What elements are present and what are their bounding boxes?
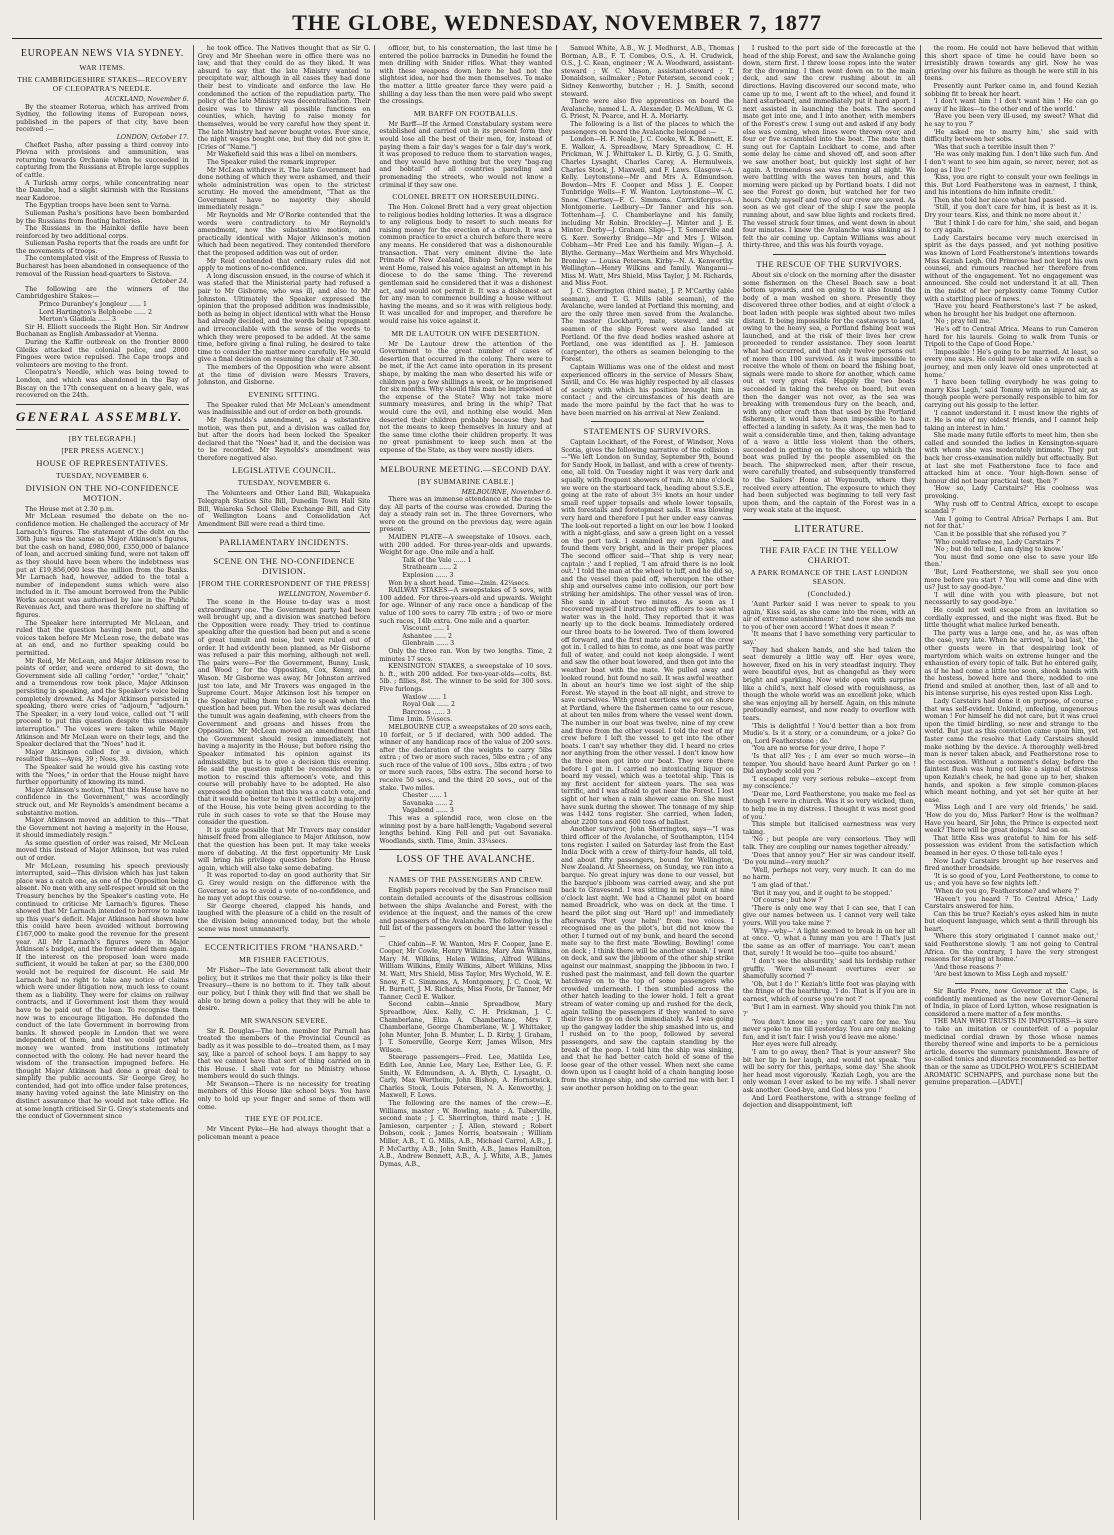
paragraph: She made many futile efforts to meet him, then she called and sounded the ladies in Kensington-square with whom she was moderately intimate. They put back her cross-examination mildly but effectually. But at last she met Featherstone face to face and attacked him at once. 'Your high-flown sense of honour did not bear practical test, then ?' <box>924 432 1099 485</box>
paragraph: The Speaker ruled that Mr McLean's amendment was inadmissible and out of order on both grounds. <box>197 401 371 417</box>
subhead-correspondent: [FROM THE CORRESPONDENT OF THE PRESS] <box>198 579 370 589</box>
subhead-names: NAMES OF THE PASSENGERS AND CREW. <box>388 875 544 885</box>
paragraph: English papers received by the San Francisco mail contain detailed accounts of the disastrous collision between the ships Avalanche and Forest, with the evidence at the inquest, and the names of the crew and passengers of the Avalanche. The following is the full list of the passengers on board the latter vessel :— <box>379 887 553 940</box>
paragraph: The House met at 2.30 p.m. <box>25 505 114 513</box>
paragraph: the room. He could not have believed that within this short space of time he could have been so irresistibly drawn towards any girl. Now he was grieving over his failure as though he were still in his teens. <box>924 45 1099 83</box>
subhead-evening-sitting: EVENING SITTING. <box>248 389 320 399</box>
subhead-house-of-reps: HOUSE OF REPRESENTATIVES. <box>36 457 169 468</box>
subhead-police: THE EYE OF POLICE. <box>245 1114 323 1124</box>
paragraph: 'I am glad of that.' <box>751 882 811 889</box>
paragraph: Major Atkinson's motion, "That this House have no confidence in the Government," was accordingly struck out, and Mr Reynolds's amendment became a substantive motion. <box>16 786 189 817</box>
headline-european-news: EUROPEAN NEWS VIA SYDNEY. <box>20 48 184 59</box>
paragraph: 'But, Lord Featherstone, we shall see you once more before you start ? You will come and dine with us? Just to say good-bye.' <box>924 568 1099 592</box>
paragraph: 'Haven't you heard ? To Central Africa,' Lady Carstairs answered for him. <box>924 895 1099 911</box>
paragraph: The scene in the House to-day was a most extraordinary one. The Government party had been well brought up, and a division was snatched before the Opposition were ready. They tried to continue speaking after the question had been put and a scene of great tumult and noise, but were ruled out of order. It had evidently been planned, as Mr Gisborne was refused a pair this morning, although not well. The pairs were—For the Government, Bunny, Lusk, and Wood ; for the Opposition, Cox, Kenny, and Wason. Mr Gisborne was away, Mr Johnston arrived just too late, and Mr Travers was engaged in the Supreme Court. Major Atkinson lost his temper on the Speaker ruling them too late to speak when the question had been put. When the result was declared the tumult was again deafening, with cheers from the Government and groans and hisses from the Opposition. Mr McLean moved an amendment that the Government should resign immediately, not having a majority in the House, but before rising the Speaker intimated his opinion against its admissibility, but is to give a decision this evening. He said the question might be reconsidered by a motion to rescind this afternoon's vote, and this course will probably have to be adopted. He also expressed the opinion that this was a catch vote, and that it would be better to have it settled by a majority of the House, his vote being given according to the rule in such cases to vote so that the House may consider the question. <box>197 599 371 827</box>
paragraph: By the steamer Rotorua, which has arrived from Sydney, the following items of European news, published in the papers of that city, have been received :— <box>16 103 189 134</box>
subhead-park-romance: A PARK ROMANCE OF THE LAST LONDON SEASON. <box>750 568 908 587</box>
paragraph: 'Am I going to Central Africa? Perhaps I am. But not for that.' <box>924 515 1099 531</box>
paragraph: 'No ; but do tell me, I am dying to know.' <box>933 546 1064 554</box>
paragraph: 'Well, perhaps not very, very much. It can do me no harm.' <box>742 866 916 882</box>
headline-eccentricities: ECCENTRICITIES FROM "HANSARD." <box>204 942 364 953</box>
paragraph: 'You must find some one else to save your life then.' <box>924 553 1099 569</box>
column-5 <box>739 45 921 1520</box>
subhead-telegraph: [BY TELEGRAPH.] <box>68 433 136 443</box>
divider <box>773 540 886 541</box>
subhead-concluded: (Concluded.) <box>807 589 851 599</box>
paragraph: 'I am to go away, then? That is your answer? She bit her lip in her laugh, and would not speak. 'You will be sorry for this, perhaps, some day.' She shook her head most vigorously. 'Keziah Legh, you are the only woman I ever asked to be my wife. I shall never ask another. Good-bye, and God bless you !' <box>742 1049 916 1095</box>
result-line: Vagabond ...... 3 <box>402 807 454 815</box>
paragraph: 'I don't want him ! I don't want him ! He can go away if he likes—to the other end of the world.' <box>924 98 1099 113</box>
paragraph: Lady Carstairs became very much exercised in spirit as the days passed, and yet nothing positive was known of Lord Featherstone's intentions towards Miss Keziah Legh. Old Primrose had not kept his own counsel, and rumours reached her therefore from without of the engagement. Yet no engagement was announced. She could not understand it at all. Then in the midst of her perplexity came Tommy Cutler with a startling piece of news. <box>924 234 1099 303</box>
paragraph: 'Was that such a terrible insult then ?' <box>933 143 1056 151</box>
paragraph: Second cabin—Annie Spreadbow, Mary Spreadbow, Alex. Kelly, C. H. Prickman, J. C. Chamberlane, Eliza A. Chamberlane, Mrs T. Chamberlane, George Chamberlane, W. J. Whittaker, John Munter, John B. Munter, L. D. Kirby, J. Graham, J. T. Somerville, George Kerr, James Wilson, Mrs Wilson. <box>379 1001 553 1054</box>
paragraph: 'I will dine with you with pleasure, but not necessarily to say good-bye.' <box>924 591 1099 607</box>
paragraph: 'Dear me, Lord Featherstone, you make me feel as though I were in church. Was it so very wicked, then, to help me in my distress. I thought it was most good of you.' <box>742 790 916 821</box>
paragraph: 'Of course ; but how ?' <box>751 897 824 905</box>
column-1 <box>12 45 194 1520</box>
result-line: Waxlow ...... 1 <box>402 693 447 701</box>
paragraph: MELBOURNE CUP, a sweepstakes of 20 sovs each, 10 forfeit, or 5 if declared, with 500 added. The winner of any handicap race of the value of 200 sovs. after the declaration of the weights to carry 5lbs extra ; of two or more such races, 5lbs extra ; of any such race of the value of 100 sovs., 5lbs extra ; of two or more such races, 5lbs extra. The second horse to receive 50 sovs., and the third 20 sovs., out of the stake. Two miles. <box>379 723 553 792</box>
paragraph: 'But I think I do care for him,' she said, and began to cry again. <box>924 219 1099 235</box>
paragraph: 'Kiss, you are right to consult your own feelings in this. But Lord Featherstone was in earnest, I think, and his intentions do him infinite credit.' <box>924 174 1099 197</box>
paragraph: This was a splendid race, won close on the winning post by a bare half-length; Vagabond several lengths behind. King Fell and put out Savanaka. Woodlands, sixth. Time, 3min. 33¼secs. <box>379 815 553 845</box>
paragraph: About six o'clock on the morning after the disaster some fishermen on the Chesel Beach saw a boat bottom upwards, and on going to it also found the body of a man washed on shore. Presently they discovered three other bodies, and at eight o'clock a boat laden with people was sighted about two miles distant. It being impossible for the castaways to land, owing to the heavy sea, a Portland fishing boat was launched, and at the risk of their lives her crew proceeded to render assistance. They soon learnt what had occurred, and that only twelve persons out of more than 100 survived. As it was impossible to receive the whole of them on board the fishing boat, signals were made to shore for another, which came out at very great risk. Happily the two boats succeeded in taking the twelve on board, but even then the danger was not over, as the sea was breaking with tremendous fury on the beach, and, with any other craft than that used by the Portland fishermen, it would have been impossible to have effected a landing in safety. As it was, the men had to wait a considerable time, and then, taking advantage of a wave a little less violent than the others, succeeded in getting on to the shore, up which the boat was pulled by the people assembled on the beach. The shipwrecked men, after their rescue, were carefully treated, and subsequently transferred to the Sailors' Home at Weymouth, where they received every attention. The exposure to which they had been subjected was beginning to tell very fast upon them, and the captain of the Forest was in a very weak state at the inquest. <box>742 272 916 515</box>
paragraph: Now Lady Carstairs brought up her reserves and fired another broadside. <box>924 857 1099 873</box>
subhead-cable: [BY SUBMARINE CABLE.] <box>417 476 514 486</box>
divider <box>198 532 371 533</box>
paragraph: Mr Wakefield said this was a libel on members. <box>206 151 358 159</box>
divider <box>409 870 522 871</box>
paragraph: Another survivor, John Sherrington, says—"I was third officer of the Avalanche, of Southampton, 1154 tons register. I sailed on Saturday last from the East India Dock with a crew of thirty-four hands, all told, and about fifty passengers, bound for Wellington, New Zealand. At Sheerness, on Sunday, we ran into a barque. No great injury was done to our vessel, but the barque's jibboom was carried away, and she put back to Gravesend. I was sitting in my bunk at nine o'clock last night. We had a Channel pilot on board named Broadrick, who was on deck at the time. I heard the pilot sing out 'Hard up!' and immediately afterwards 'Port your helm!' from two voices. I recognised one as the pilot's, but did not know the other. I turned out of my bunk, and heard the second mate say to the first mate 'Bowling, Bowling! come on deck ; I think there will be another smash.' I went on deck, and saw the jibboom of the other ship strike against our mainmast, snapping the jibboom in two. I rushed past the mainmast, and fell down the quarter hatchway on to the top of some passengers who crowded underneath. I then stumbled across the other hatch leading to the lower hold. I felt a great stream of water coming up and rushed for the deck, again telling the passengers if they wanted to save their lives to go on deck immediately. As I was going up the gangway ladder the ship smashed into us, and I rushed on to the poop, followed by several passengers, and saw the captain standing by the break of the poop. I told him the ship was sinking, and that he had better catch hold of some of the loose gear of the other vessel. When next she came down upon us I caught hold of a chain hanging loose from the strange ship, and she carried me with her. I saw another person holding on to the gear. <box>561 826 734 1092</box>
advertisement: THE MAN WHO TRUSTS IN IMPOSTORS—is sure to take an imitation or counterfeit of a popular medicinal cordial drawn by those whose names thereby thereof wine and imports to be a pernicious article, deserve the summary punishment. Beware of so-called tonics and diuretics recommended as better than or the same as UDOLPHO WOLFE'S SCHIEDAM AROMATIC SCHNAPPS, and purchase none but the genuine preparation.—[ADVT.] <box>924 1018 1099 1087</box>
paragraph: They had shaken hands, and she had taken the seat demurely a little way off. Her eyes were, however, fixed on his in very steadfast inquiry. They were beautiful eyes, but as changeful as they were bright and sparkling. Now wide open with surprise like a child's, next half closed with roguishness, as though the whole world was an excellent joke, which she was enjoying all by herself. Again, on this minute profoundly earnest, and now ready to overflow with tears. <box>742 646 916 722</box>
result-line: Lord Hartington's Belphoebe ...... 2 <box>39 308 152 316</box>
paragraph: 'This is delightful ! You'd better than a box from Mudie's. Is it a story, or a conundrum, or a joke? Go on, Lord Featherstone ; do.' <box>742 722 916 745</box>
paragraph: Mr Reynolds's amendment, as a substantive motion, was then put, and a division was called for, but after the doors had been locked the Speaker declared that the "Noes" had it, and the decision was to be recorded. Mr Reynolds's amendment was therefore negatived also. <box>197 416 371 462</box>
paragraph: 'He asked me to marry him,' she said with difficulty between her sobs. <box>924 128 1099 144</box>
paragraph: Can this be true? Keziah's eyes asked him in mute but eloquent language, which sent a thrill through his heart. <box>924 910 1099 933</box>
subhead-division: DIVISION ON THE NO-CONFIDENCE MOTION. <box>25 482 180 503</box>
result-line: Savanaka ...... 2 <box>402 799 454 807</box>
paragraph: 'Why—why—' A light seemed to break in on her all at once. 'O, what a funny man you are ! That's just the same as an offer of marriage. You can't mean that, surely ! It would be too—quite too absurd.' <box>742 927 916 958</box>
divider <box>16 404 189 405</box>
paragraph: 'You are no worse for your drive, I hope ?' <box>751 745 886 753</box>
subhead-date: TUESDAY, NOVEMBER 6. <box>237 478 331 488</box>
paragraph: Only the three ran. Won by two lengths. Time, 2 minutes 17 secs. <box>379 647 553 663</box>
paragraph: 'I have been telling everybody he was going to marry Kiss Legh,' said Tommy with an injured air, as though people were personally responsible to him for carrying out his gossip to the letter. <box>924 379 1099 409</box>
paragraph: London—H. F. Neale, J. C. Cooke, W. K. Bennett, E. E. Walker, A. Spreadbow, Mary Spreadbow, C. H. Prickman, W. J. Whittaker L. D. Kirby, G. J. G. Smith, Charles Lysaght, Charles Carey, A. Hermulweis, Charles Stock, J. Maxwell, and F. Laws. Glasgow—A. Kelly. Leytonstone—Mr and Mrs A. Edmundson. Bowdon—Mrs F. Cooper and Miss J. E. Cooper. Tunbridge Wells—F. W. Wanton. Leytonstone—W. C. Snow. Chertsey—F. C. Simmons. Carrickfergus—A. Montgomerie. Ledbury—Dr Tanner and his son. Tottenham—J. C. Chamberlayne and his family, including Mr Robin. Brockley—J. Minter and J. E. Minter. Derby—J. Graham. Sligo—J. T. Somerville and G. Kerr. Sowerby Bridge—Mr and Mrs J. Wilson. Cobham—Mr Fred Lee and his family. Wigan—J. A. Blythe. Germany—Max Wertheim and Mrs Whychold. Bromley — Louisa Petersen. Kirby—N. A. Kenworthy. Wellington—Henry Wilkins and family. Wanganui—Miss M. Watt, Mrs Shield, Miss Taylor, J. M. Richards, and Miss Foot. <box>561 136 734 288</box>
paragraph: 'Miss Legh and I are very old friends,' he said. 'How do you do, Miss Parker? How is the wolfman? Have you heard, Sir John, the Prince is expected next week? There will be great doings.' And so on. <box>924 804 1099 835</box>
paragraph: 'No ; pray tell me.' <box>933 318 993 326</box>
headline-statements: STATEMENTS OF SURVIVORS. <box>583 426 712 437</box>
paragraph: 'Who could refuse me, Lady Carstairs ?' <box>933 538 1061 546</box>
paragraph: 'Impossible ! He's going to be married. At least, so every one says. He could never take a wife on such a journey, and men only leave old ones unprotected at home.' <box>924 348 1099 379</box>
headline-legislative-council: LEGISLATIVE COUNCIL. <box>232 465 336 476</box>
paragraph: 'But I am in earnest. Why should you think I'm not ?' <box>742 1003 916 1019</box>
divider <box>228 551 341 552</box>
result-line: Viscount ...... 1 <box>402 625 451 633</box>
paragraph: Mr Vincent Pyke—He had always thought that a policeman meant a peace <box>197 1126 371 1141</box>
headline-avalanche: LOSS OF THE AVALANCHE. <box>396 854 536 866</box>
paragraph: The contemplated visit of the Empress of Russia to Bucharest has been abandoned in consequence of the removal of the Russian head-quarters to Sistova. <box>16 255 189 278</box>
headline-literature: LITERATURE. <box>794 524 864 536</box>
paragraph: KENSINGTON STAKES, a sweepstake of 10 sovs. h. ft., with 200 added. For two-year-olds—colts, 8st. 5lb. ; fillies, 8st. The winner to be sold for 300 sovs. Five furlongs. <box>379 663 553 693</box>
result-line: Ashantee ...... 2 <box>402 632 453 640</box>
paragraph: Mr Reid, Mr McLean, and Major Atkinson rose to points of order, and were ordered to sit down, the Government side all calling "order," "order," "chair," and a tremendous row took place, Major Atkinson persisting in speaking, and the Speaker's voice being completely drowned. As Major Atkinson persisted in speaking, there were cries of "adjourn," "adjourn." The Speaker, in a very loud voice, called out "I will proceed to put this question despite this unseemly interruption." The voices were taken while Major Atkinson and Mr McLean were on their legs, and the Speaker declared that the "Noes" had it. <box>16 657 189 749</box>
paragraph: This simple but italicised earnestness was very taking. <box>742 821 916 836</box>
paragraph: Cleopatra's Needle, which was being towed to London, and which was abandoned in the Bay of Biscay on the 17th consequent on a heavy gale, was recovered on the 24th. <box>16 369 189 400</box>
paragraph: Mr McLean resumed the debate on the no-confidence motion. He challenged the accuracy of Mr Larnach's figures. The statement of the debt on the 30th June was the same as Major Atkinson's figures, but the cash on hand, £980,000, £350,000 of balance of loan, and accrued sinking fund, were not taken off as they should have been where the indebtness was put at £19,856,000 less the million from the Banks. Mr Larnach had, however, added to the total a number of independent sums which were also included in it. The amount borrowed from the Public Works account was authorised by law in the Public Revenues Act, and there was therefore no shifting of figures. <box>16 513 189 620</box>
paragraph: 'Are best known to Miss Legh and myself.' <box>933 971 1069 979</box>
paragraph: Mr McLean, resuming his speech previously interrupted, said—This division which has just taken place was a catch one, as one of the Opposition being absent. No men with any self-respect would sit on the Treasury benches by the Speaker's casting vote. He continued to criticise Mr Larnach's figures. These showed that Mr Larnach intended to borrow to make up this year's deficit. Major Atkinson had shown how this could have been avoided without borrowing £167,000 to make good the revenue for the present year. All Mr Larnach's figures were in Major Atkinson's budget, and the former added them again. If the interest on the proposed loan were made sufficient, it would be taken at par, so the £300,000 would not be required for discount. He said Mr Larnach had no right to take any notice of claims which were under litigation now, much less to count them as a liability. They were for claims on railway contracts, and if Government lost them they would have to be paid out of the loan. To recognise them now was to encourage litigation. He defended the conduct of the late Government in borrowing from banks. It showed people in London that we were independent of them, and that we could get what money we wanted from institutions intimately connected with the colony. He had never heard the wisdom of the transaction impugned before. He thought Major Atkinson had done a great deal to simplify the public accounts. Sir George Grey, he contended, had got into office under false pretences, many having voted against the late Ministry on the distinct assurance that he would not take office. He at some length criticised Sir G. Grey's statements and the conduct of Government since <box>16 862 189 1121</box>
paragraph: 'I cannot understand it. I must know the rights of it. He is one of my oldest friends, and I cannot help taking an interest in him.' <box>924 409 1099 432</box>
divider <box>16 429 189 430</box>
headline-fair-face: THE FAIR FACE IN THE YELLOW CHARIOT. <box>759 545 899 566</box>
subhead-scene: SCENE ON THE NO-CONFIDENCE DIVISION. <box>213 556 355 577</box>
subhead-barff: MR BARFF ON FOOTBALLS. <box>413 108 518 118</box>
paragraph: 'How so, Lady Carstairs?' His coolness was provoking. <box>924 485 1099 501</box>
paragraph: J. C. Sherrington (third mate), J. P. M'Carthy (able seaman), and T. G. Mills (able seaman), of the Avalanche, were landed at Portland this morning, and are the only three men saved from the Avalanche. The master (Lockhart), mate, steward, and six seamen of the ship Forest were also landed at Portland. Of the five dead bodies washed ashore at Portland, one was identified as J. H. Jamieson (carpenter), the others as seamen belonging to the Forest. <box>561 288 734 364</box>
paragraph: 'I escaped my very serious rebuke—except from my conscience.' <box>742 775 916 791</box>
paragraph: I rushed to the port side of the forecastle at the head of the ship Forest, and saw the Avalanche going down, stern first. I threw loose ropes into the water for the drowning. I then went down on to the main deck, and saw the crew rushing about in all directions. Having discovered our second mate, who came up to me, I went aft to the wheel, and found it hard astarboard, and immediately put it hard aport. I next assisted in launching the boats. The second mate got into one, and I into another, with members of the Forest's crew. I sung out and asked if any body else was coming, when lines were thrown over, and four or five scrambled into the boat. The mate then sung out for Captain Lockhart to come, and after some delay he came and shoved off, and soon after we saw another boat, but quickly lost sight of her again. A tremendous sea was running all night. We were battling with the waves ten hours, and this morning were picked up by Portland boats. I did not see the Forest go down, but watched her for two hours. Only myself and two of our crew are saved. As soon as we got clear of the ship I saw the people running about, and saw blue lights and rockets fired. The vessel struck four times, and went down in about four minutes. I knew the Avalanche was sinking as I felt the air coming up. Captain Williams was about thirty-three, and this was his fourth voyage. <box>742 45 916 250</box>
paragraph: The Russians in the Hainkoi defile have been reinforced by two additional corps. <box>16 225 189 240</box>
paragraph: There were also five apprentices on board the Avalanche, named L. A. Alexander, D. McAllum, W. G. G. Priest, N. Pearce, and H. A. Moriarty. <box>561 98 734 121</box>
result-line: Chester ...... 1 <box>402 792 448 800</box>
paragraph: 'Why rush off to Central Africa, except to escape scandal ?' <box>924 500 1099 516</box>
paragraph: Sir R. Douglas—The hon. member for Parnell has treated the members of the Provincial Council as badly as it was possible to do—treated them, as I may say, like a parcel of school boys. I am happy to say that we cannot have that sort of thing carried on in this House. I shall vote for no Ministry whose members would do such things. <box>197 1027 371 1081</box>
column-2 <box>194 45 376 1520</box>
column-3 <box>375 45 557 1520</box>
paragraph: The following are the names of the crew:—E. Williams, master ; W. Bowling, mate ; A. Tuberville, second mate ; J. C. Sherrington, third mate ; J. H. Jamieson, carpenter ; J. Allen, steward ; Robert Dobson, cook ; James Norris, boatswain ; William Miller, A.B., T. G. Mills, A.B., Michael Carrol, A.B., J. P. McCarthy, A.B., John Smith, A.B., James Hamilton, A.B., Andrew Bennett, A.B., A. J. White, A.B., James Dymas, A.B., <box>379 1100 553 1168</box>
divider <box>379 459 552 460</box>
result-line: Prince Duranbey's Jongleur ...... 1 <box>39 301 148 309</box>
paragraph: Mr Reid contended that ordinary rules did not apply to motions of no-confidence. <box>197 257 371 273</box>
divider <box>743 519 916 520</box>
paragraph: Time 1min. 5¼secs. <box>388 716 453 724</box>
paragraph: Sir George cheered, clapped his hands, and laughed with the pleasure of a child on the result of the division being announced today, but the whole scene was most unmannerly. <box>197 902 371 933</box>
paragraph: he took office. The Natives thought that as Sir G. Grey and Mr Sheehan were in office there was no law, and that they could do as they liked. It was absurd to say that the late Ministry wanted to precipitate war, although in all cases they had done their best to vindicate and enforce the law. He condemned the action of the repudiation party. The policy of the late Ministry was decentralisation. Their desire was to throw all possible functions on counties, which, having to raise money for themselves, would be very careful how they spent it. The late Ministry had never bought votes. Ever since, the night wages bought one, but they did not give it. [Cries of "Name."] <box>197 45 371 151</box>
subhead-fisher: MR FISHER FACETIOUS. <box>239 955 329 965</box>
paragraph: That little Kiss was grateful to him for his self-possession was evident from the satisfaction which beamed in her eyes. O those tell-tale eyes ! <box>924 834 1099 857</box>
divider <box>198 937 371 938</box>
paragraph: Presently aunt Parker came in, and found Keziah sobbing fit to break her heart. <box>924 82 1099 98</box>
dateline: LONDON, October 17. <box>116 133 189 141</box>
dateline: October 24. <box>150 278 189 286</box>
paragraph: Chief cabin—F. W. Wanton, Mrs F. Cooper, Jane E. Cooper, Mr Cowle, Henry Wilkins, Mary Ann Wilkins, Mary M. Wilkins, Helen Wilkins, Alfred Wilkins, William Wilkins, Emily Wilkins, Albert Wilkins, Miss M. Watt, Mrs Shield, Miss Taylor, Mrs Wychold, W. E. Snow, F. C. Simmons, A. Montgomery, J. C. Cook, W. H. Burnett, J. M. Richards, Miss Foote, Dr Tanner, Mr Tanner, Cecil E. Walker. <box>379 940 553 1001</box>
paragraph: 'He's off to Central Africa. Means to run Cameron hard for his laurels. Going to walk from Tunis or Tripoli to the Cape of Good Hope.' <box>924 325 1099 349</box>
paragraph: The Egyptian troops have been sent to Varna. <box>25 202 171 210</box>
paragraph: And Lord Featherstone, with a strange feeling of dejection and disappointment, left <box>742 1094 916 1110</box>
result-line: Merton's Gladiola ...... 3 <box>39 316 116 324</box>
result-line: Talk of the Vale ...... 1 <box>402 556 472 564</box>
result-line: Barcross ...... 3 <box>402 708 451 716</box>
paragraph: The Hon. Colonel Brett had a very great objection to religious bodies holding lotteries. It was a disgrace to any religious body to resort to such means for raising money for the erection of a church. It was a common practice to erect a church before there were any means. He considered that was a dishonourable transaction. That very eminent divine the late Primate of New Zealand, Bishop Selwyn, when he went Home, raised his voice against an attempt in his diocese to do the same thing. The reverend gentleman said he considered that it was a dishonest act, and would not permit it. It was a dishonest act for any man to commence building a house without having the means, and so it was with religious body. It was uncalled for and improper, and therefore he would raise his voice against it. <box>379 204 553 325</box>
paragraph: Her eyes were full already. <box>751 1041 838 1049</box>
result-line: Explosion ...... 3 <box>402 572 454 580</box>
headline-melbourne-meeting: MELBOURNE MEETING.—SECOND DAY. <box>380 463 552 474</box>
paragraph: The following are the winners of the Cambridgeshire Stakes:— <box>16 285 189 301</box>
paragraph: The Speaker said he would give his casting vote with the "Noes," in order that the House might have further opportunity of knowing its mind. <box>16 763 189 787</box>
paragraph: Mr Fisher—The late Government talk about their policy, but it strikes me that their policy is like their Treasury—there is no bottom to it. They talk about our policy, but I think they will find that we shall be able to bring down a policy that they will be able to desire. <box>197 967 371 1013</box>
paragraph: officer, but, to his consternation, the last time he entered the police barracks in Dunedin he found the men drilling with Snider rifles. What they wanted with these weapons down here he had not the slightest idea, nor had the men themselves. To make the matter a little greater farce they were paid a shilling a day less than the men were paid who swept the crossings. <box>379 45 553 106</box>
paragraph: 'Does that annoy you?' Her sir was candour itself. 'Do you mind—very much?' <box>742 851 916 867</box>
paragraph: The party was a large one, and he, as was often the case, very late. When he arrived, 'a bad last,' the other guests were in that despairing look of martyrdom which waits on extreme hunger and the exhaustion of every topic of talk. But he entered gaily, as if he had come a little too soon, shook hands with the hostess, bowed here and there, nodded to one friend and smiled at another, then, last of all and to his intense surprise, his eyes rested upon Kiss Legh. <box>924 629 1099 698</box>
paragraph: He could not well escape from an invitation so cordially expressed, and the night was fixed. But he little thought what malice lurked beneath. <box>924 606 1099 630</box>
paragraph: 'Oh, but I do !' Keziah's little foot was playing with the fringe of the hearthrug. 'I do. That is if you are in earnest, which of course you're not ?' <box>742 980 916 1003</box>
dateline: WELLINGTON, November 6. <box>278 591 371 599</box>
paragraph: Won by a short head. Time—2min. 42¼secs. <box>388 579 530 587</box>
paragraph: Mr De Lautour drew the attention of the Government to the great number of cases of desertion that occurred in the colony. There were to be met, if the Act came into operation in its present shape, by making the man who deserted his wife or children pay a few shillings a week, or be imprisoned for six months. Why should this man be imprisoned at the expense of the State? Why not take more summary measures, and bring in the whip? That would cure the evil, and nothing else would. Men deserted their children probably because they had not the means to keep themselves in luxury and at the same time clothe their children properly. It was no great punishment to keep such men at the expense of the State, as they were mostly idlers. <box>379 340 553 454</box>
paragraph: Major Atkinson called for a division, which resulted thus:—Ayes, 39 ; Noes, 39. <box>16 748 189 764</box>
dateline: MELBOURNE, November 6. <box>461 488 553 496</box>
paragraph: 'Aunt Parker said I was never to speak to you again,' Kiss said, as she came into the room, with an air of extreme astonishment ; 'and now she sends me to you of her own accord ! What does it mean ?' <box>742 601 916 631</box>
paragraph: Captain Williams was one of the oldest and most experienced officers in the service of Messrs Shaw, Savill, and Co. He was highly respected by all classes of society with which his position brought him in contact ; and the circumstances of his death are made the more painful by the fact that he was to have been married on his arrival at New Zealand. <box>561 363 734 417</box>
paragraph: A Turkish army corps, while concentrating near the Danube, had a slight skirmish with the Russians near Kadoroe. <box>16 179 189 202</box>
paragraph: 'I don't see the absurdity,' said his lordship rather gruffly. 'Were well-meant overtures ever so shamefully scorned ?' <box>742 957 916 981</box>
paragraph: It was reported to-day on good authority that Sir G. Grey would resign on the difference with the Governor, so as to avoid a vote of no-confidence, and he may yet adopt this course. <box>197 872 371 903</box>
paragraph: Mr Reynolds and Mr O'Rorke contended that the words were contradictory to Mr Reynold's amendment, now the substantive motion, and practically identical with Major Atkinson's motion which had been negatived. They contended therefore that the proposed addition was out of order. <box>197 212 371 258</box>
columns <box>12 45 1102 1520</box>
paragraph: 'Still, if you don't care for him, it is best as it is. Dry your tears. Kiss, and think no more about it.' <box>924 204 1099 220</box>
subhead-de-lautour: MR DE LAUTOUR ON WIFE DESERTION. <box>391 328 540 338</box>
paragraph: Mr McLean withdrew it. The late Government had done nothing of which they were ashamed, and their whole administration was open to the strictest scrutiny. He moved the amendment, "That as the Government have no majority they should immediately resign." <box>197 166 371 212</box>
column-6 <box>921 45 1103 1520</box>
paragraph: As some question of order was raised, Mr McLean moved this instead of Major Atkinson, but was ruled out of order. <box>16 839 189 863</box>
paragraph: 'Is that all? Yes ; I am ever so much worse—in temper. You should have heard Aunt Parker go on ! Did anybody scold you ?' <box>742 752 916 776</box>
paragraph: Sir H. Elliott succeeds the Right Hon. Sir Andrew Buchanan as English Ambassador at Vienna. <box>16 323 189 339</box>
paragraph: Captain Lockhart, of the Forest, of Windsor, Nova Scotia, gives the following narrative of the collision :—"We left London on Sunday, September 9th, bound for Sandy Hook, in ballast, and with a crew of twenty-one, all told. On Tuesday night it was very dark and squally, with frequent showers of rain. At nine o'clock we were on the starboard tack, heading about S.S.E., going at the rate of about 3½ knots an hour under small reef upper topsails and whole lower topsails, with forestails and foretopmast sails. It was blowing very hard and therefore I put her under easy canvas. The look-out reported a light on our lee bow. I looked with a night-glass, and saw a green light on a vessel on the port tack. I examined my own lights, and found them very bright, and in their proper places. The second officer said—'That ship is very near, captain ;' and I replied, 'I am afraid there is no look out.' I told the man at the wheel to luff, and he did so, and the vessel then paid off, whereupon the other ship and ourselves came into collision, our port bow striking her amidships. The other vessel was of iron. She sank in about two minutes. As soon as I recovered myself I instructed my officers to see what water was in the hold. They reported that it was nearly up to the deck beams. Immediately ordered our three boats to be lowered. Two of them lowered off forward, and the first mate and some of the crew got in. I called to him to come, as one boat was partly full of water, and could not keep alongside. I went and saw the other boat lowered, and then got into the weather boat with the mate. We pulled away and looked round, but found no sail. It was awful weather. In about an hour's time we lost sight of the ship Forest. We stayed in the boat all night, and strove to save ourselves. With great exertions we got on shore at Portland, where the fishermen came to our rescue, at about ten miles from where the vessel went down. The number in our boat was twelve, nine of my crew and three from the other vessel. I told the rest of my crew before I left the vessel to get into the other boats. I can't say whether they did. I heard no cries nor anything from the other vessel. I don't know how the three men got into our boat. They were there before I got in. I carried no intoxicating liquor on board my vessel, which was a teetotal ship. This is my first accident for sixteen years. The sea was terrific, and I was afraid to get near the Forest. I lost sight of her when a rain shower came on. She must have sunk during the shower. The tonnage of my ship was 1442 tons register. She carried, when laden, about 2200 tons and 600 tons of ballast. <box>561 439 734 826</box>
headline-rescue: THE RESCUE OF THE SURVIVORS. <box>756 259 902 270</box>
paragraph: 'And those reasons ?' <box>933 963 1002 971</box>
subhead-press-agency: [PER PRESS AGENCY.] <box>61 445 144 455</box>
masthead: THE GLOBE, WEDNESDAY, NOVEMBER 7, 1877 <box>12 8 1102 39</box>
paragraph: MAIDEN PLATE—A sweepstake of 10sovs. each, with 200 added. For three-year-olds and upwards. Weight for age. One mile and a half. <box>379 534 553 557</box>
paragraph: 'It means that I have something very particular to say.' <box>742 631 916 646</box>
paragraph: The members of the Opposition who were absent at the time of division were Messrs Travers, Johnston, and Gisborne. <box>197 363 371 387</box>
paragraph: Mr Swanson—There is no necessity for treating members of this House like school boys. You have only to hold up your finger and some of them will come. <box>197 1080 371 1111</box>
paragraph: 'No ; but people are very censorious. They will talk. They are coupling our names together already.' <box>742 836 916 852</box>
divider <box>379 849 552 850</box>
result-line: Royal Oak ...... 2 <box>402 701 456 709</box>
paragraph: The Speaker here interrupted Mr McLean, and ruled that the question having been put, and the voices taken before Mr McLean rose, the debate was at an end, and no further speaking could be permitted. <box>16 619 189 658</box>
divider <box>773 254 886 255</box>
divider <box>591 421 704 422</box>
paragraph: Lady Carstairs had done it on purpose, of course ; that was self-evident. Unkind, unfeeling, ungenerous woman ! For himself he did not care, but it was cruel upon the timid birdling, so new and strange to the world. But just as this conviction came upon him, yet faster came the resolve that Lady Carstairs should make nothing by the device. A thoroughly well-bred man is never taken aback, and Featherstone rose to the occasion. Without a moment's delay, before the faintest flush was hung out like a signal of distress upon Keziah's cheek, he had gone up to her, shaken hands, and spoken a few simple common-places which meant nothing, and yet set her quite at her ease. <box>924 698 1099 804</box>
paragraph: 'There is only one way that I can see, that I can give our names between us. I cannot very well take yours. Will you take mine ?' <box>742 904 916 927</box>
paragraph: Sulieman Pasha's positions have been bombarded by the Russians from floating batteries. <box>16 209 189 225</box>
divider <box>955 983 1069 984</box>
paragraph: RAILWAY STAKES—A sweepstakes of 5 sovs, with 100 added. For three-years-old and upwards. Weight for age. Winner of any race once a handicap of the value of 100 sovs to carry 7lb extra ; of two or more such races, 14lb extra. One mile and a quarter. <box>379 587 553 625</box>
subhead-cambridgeshire: THE CAMBRIDGESHIRE STAKES—RECOVERY OF CLEOPATRA'S NEEDLE. <box>17 75 188 93</box>
subhead-war-items: WAR ITEMS. <box>79 63 126 72</box>
paragraph: Major Atkinson moved an addition to this—"That the Government not having a majority in the House, it should immediately resign." <box>16 817 189 840</box>
paragraph: There was an immense attendance at the races to-day. All parts of the course was crowded. During the day a steady rain set in. The three Governors, who were on the ground on the previous day, were again present. <box>379 496 553 534</box>
dateline: AUCKLAND, November 6. <box>104 96 189 103</box>
column-4 <box>557 45 739 1520</box>
result-line: Strathearn ...... 2 <box>402 564 458 572</box>
paragraph: The Volunteers and Other Land Bill, Wakapuaka Telegraph Station Site Bill, Dunedin Town Hall Site Bill, Waiareka School Glebe Exchange Bill, and City of Wellington Loans and Consolidation Act Amendment Bill were read a third time. <box>197 490 371 528</box>
paragraph: The Speaker ruled the remark improper. <box>206 158 337 166</box>
paragraph: 'Have you been very ill-used, my sweet? What did he say to you ?' <box>924 113 1099 128</box>
paragraph: 'He was only making fun. I don't like such fun. And I don't want to see him again, so never, never, not as long as I live !' <box>924 151 1099 174</box>
paragraph: It is quite possible that Mr Travers may consider himself freed from allegiance to Major Atkinson, now that the question has been put. It may take weeks more of debating. At the first opportunity Mr Lusk will bring his privilege question before the House again, which will also take some debating. <box>197 826 371 872</box>
paragraph: 'Can it be possible that she refused you ?' <box>933 531 1067 538</box>
paragraph: Mr Barff—If the Armed Constabulary system were established and carried out in its present form they would lose all the best of their men, for, instead of paying them a fair day's wages for a fair day's work, it was proposed to reduce them to starvation wages, and they would have nothing but the very "bag-rag and bobtail" of all countries parading and promenading the streets, who would not know a criminal if they saw one. <box>379 120 553 189</box>
paragraph: 'When do you go, Featherstone? and where ?' <box>933 887 1080 895</box>
subhead-swanson: MR SWANSON SEVERE. <box>240 1015 328 1025</box>
subhead-date: TUESDAY, NOVEMBER 6. <box>56 470 149 480</box>
paragraph: Sir Bartle Frere, now Governor at the Cape, is confidently mentioned as the new Governor-General of India, in place of Lord Lytton, whose resignation is considered a mere matter of a few months. <box>924 988 1099 1018</box>
paragraph: A long discussion ensued, in the course of which it was stated that the Ministerial party had refused a pair to Mr Gisborne, who was ill, and also to Mr Johnston. Ultimately the Speaker expressed the opinion that the proposed addition was inadmissible, both as being in object identical with what the House had already decided, and the words being repugnant and irreconcilable with the sense of the words to which they were proposed to be added. At the same time, before giving a final ruling, he desired to take time to consider the matter more carefully. He would give a final decision on resuming the chair at 7.30. <box>197 272 371 364</box>
paragraph: 'But it may you, and it ought to be stopped.' <box>751 889 893 897</box>
paragraph: The following is a list of the places to which the passengers on board the Avalanche belonged :— <box>561 120 734 136</box>
paragraph: Sulieman Pasha reports that the roads are unfit for the movements of troops. <box>16 240 189 255</box>
paragraph: Then she told her niece what had passed. <box>933 196 1067 204</box>
paragraph: Samuel White, A.B., W. J. Medhurst, A.B., Thomas Borman, A.B., F. T. Combes, O.S., A. H. Crudwick, O.S., J. C. Kean, engineer ; W. A. Woodward, assistant-steward ; W. C. Mason, assistant-steward ; T. Donaldson, sailmaker ; Peter Petersen, second cook ; Sidney Kenworthy, butcher ; H. J. Smith, second steward. <box>561 45 734 98</box>
headline-parliamentary-incidents: PARLIAMENTARY INCIDENTS. <box>219 537 349 548</box>
headline-general-assembly: GENERAL ASSEMBLY. <box>16 408 184 424</box>
paragraph: 'You don't know me ; you can't care for me. You never spoke to me till yesterday. You are only making fun, and it isn't fair. I wish you'd leave me alone.' <box>742 1018 916 1041</box>
paragraph: Chefket Pasha, after passing a third convoy into Plevna with provisions and ammunition, was returning towards Orchanie when he succeeded in capturing from the Russians at Etrople large supplies of cattle. <box>16 141 189 179</box>
paragraph: 'Where this story originated I cannot make out,' said Featherstone slowly. 'I am not going to Central Africa. On the contrary, I have the very strongest reasons for staying at home.' <box>924 933 1099 964</box>
paragraph: 'Have you heard Featherstone's last ?' he asked, when he brought her his budget one afternoon. <box>924 303 1099 318</box>
paragraph: 'It is so good of you, Lord Featherstone, to come to us ; and you have so few nights left.' <box>924 872 1099 888</box>
result-line: Glenbrain ...... 3 <box>402 640 455 648</box>
subhead-brett: COLONEL BRETT ON HORSEBUILDING. <box>392 192 540 202</box>
paragraph: During the Kaffir outbreak on the frontier 8000 Gileiks attacked the colonial police, and 2000 Fingoes were twice repulsed. The Cape troops and volunteers are moving to the front. <box>16 339 189 369</box>
paragraph: Steerage passengers—Fred. Lee, Matilda Lee, Edith Lee, Annie Lee, Mary Lee, Esther Lee, G. F. Smith, W. Edmundson, A. A. Blyth, C. Lysaght, O. Carly, Max Wertheim, John Bishop, A. Hornstwick, Charles Stock, Louis Petersen, N. A. Kenworthy, J. Maxwell, F. Lows. <box>379 1054 553 1100</box>
